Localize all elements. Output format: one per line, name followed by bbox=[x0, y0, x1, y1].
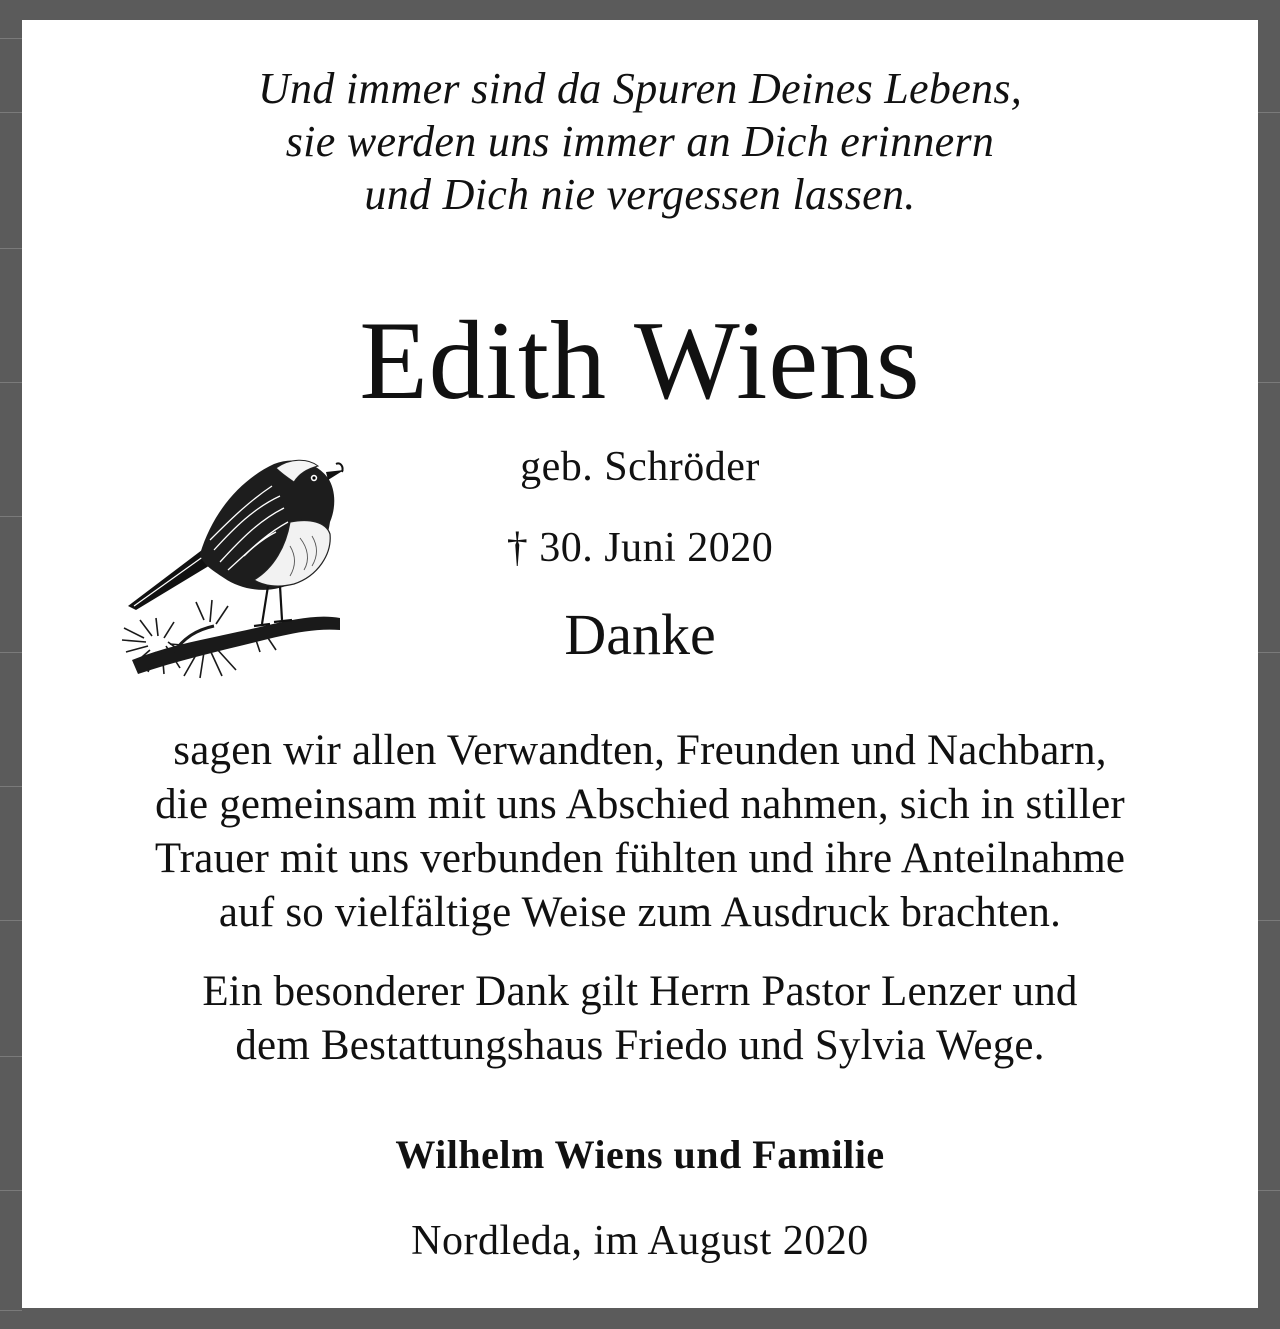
frame-edge-mark bbox=[0, 38, 22, 39]
verse-line: Und immer sind da Spuren Deines Lebens, bbox=[257, 64, 1023, 113]
verse-line: sie werden uns immer an Dich erinnern bbox=[285, 117, 995, 166]
frame-edge-mark bbox=[0, 382, 22, 383]
thanks-line: Trauer mit uns verbunden fühlten und ihre Anteilnahme bbox=[154, 835, 1126, 882]
verse-line: und Dich nie vergessen lassen. bbox=[364, 170, 916, 219]
death-date: † 30. Juni 2020 bbox=[506, 525, 774, 571]
frame-edge-mark bbox=[0, 516, 22, 517]
frame-edge-mark bbox=[0, 786, 22, 787]
frame-edge-mark bbox=[0, 248, 22, 249]
frame-edge-mark bbox=[0, 1056, 22, 1057]
frame-edge-mark bbox=[1258, 112, 1280, 113]
frame-edge-mark bbox=[0, 652, 22, 653]
memorial-verse bbox=[22, 62, 1258, 221]
special-thanks-paragraph bbox=[22, 965, 1258, 1073]
frame-edge-mark bbox=[0, 920, 22, 921]
frame-edge-mark bbox=[0, 1190, 22, 1191]
birth-name: geb. Schröder bbox=[520, 444, 760, 490]
thanks-heading: Danke bbox=[564, 602, 716, 667]
deceased-name: Edith Wiens bbox=[359, 299, 921, 423]
thanks-line: die gemeinsam mit uns Abschied nahmen, sich in stiller bbox=[155, 781, 1125, 828]
thanks-line: auf so vielfältige Weise zum Ausdruck brachten. bbox=[218, 889, 1062, 936]
frame-edge-mark bbox=[1258, 1190, 1280, 1191]
frame-edge-mark bbox=[1258, 920, 1280, 921]
place-and-date: Nordleda, im August 2020 bbox=[411, 1218, 869, 1264]
special-thanks-line: dem Bestattungshaus Friedo und Sylvia Wege. bbox=[235, 1022, 1045, 1069]
frame-edge-mark bbox=[0, 1310, 22, 1311]
thanks-paragraph bbox=[22, 724, 1258, 940]
frame-edge-mark bbox=[0, 112, 22, 113]
special-thanks-line: Ein besonderer Dank gilt Herrn Pastor Lenzer und bbox=[202, 968, 1078, 1015]
frame-edge-mark bbox=[1258, 652, 1280, 653]
family-signature: Wilhelm Wiens und Familie bbox=[395, 1132, 885, 1177]
frame-edge-mark bbox=[1258, 382, 1280, 383]
thanks-line: sagen wir allen Verwandten, Freunden und Nachbarn, bbox=[173, 727, 1107, 774]
obituary-notice bbox=[22, 20, 1258, 1308]
